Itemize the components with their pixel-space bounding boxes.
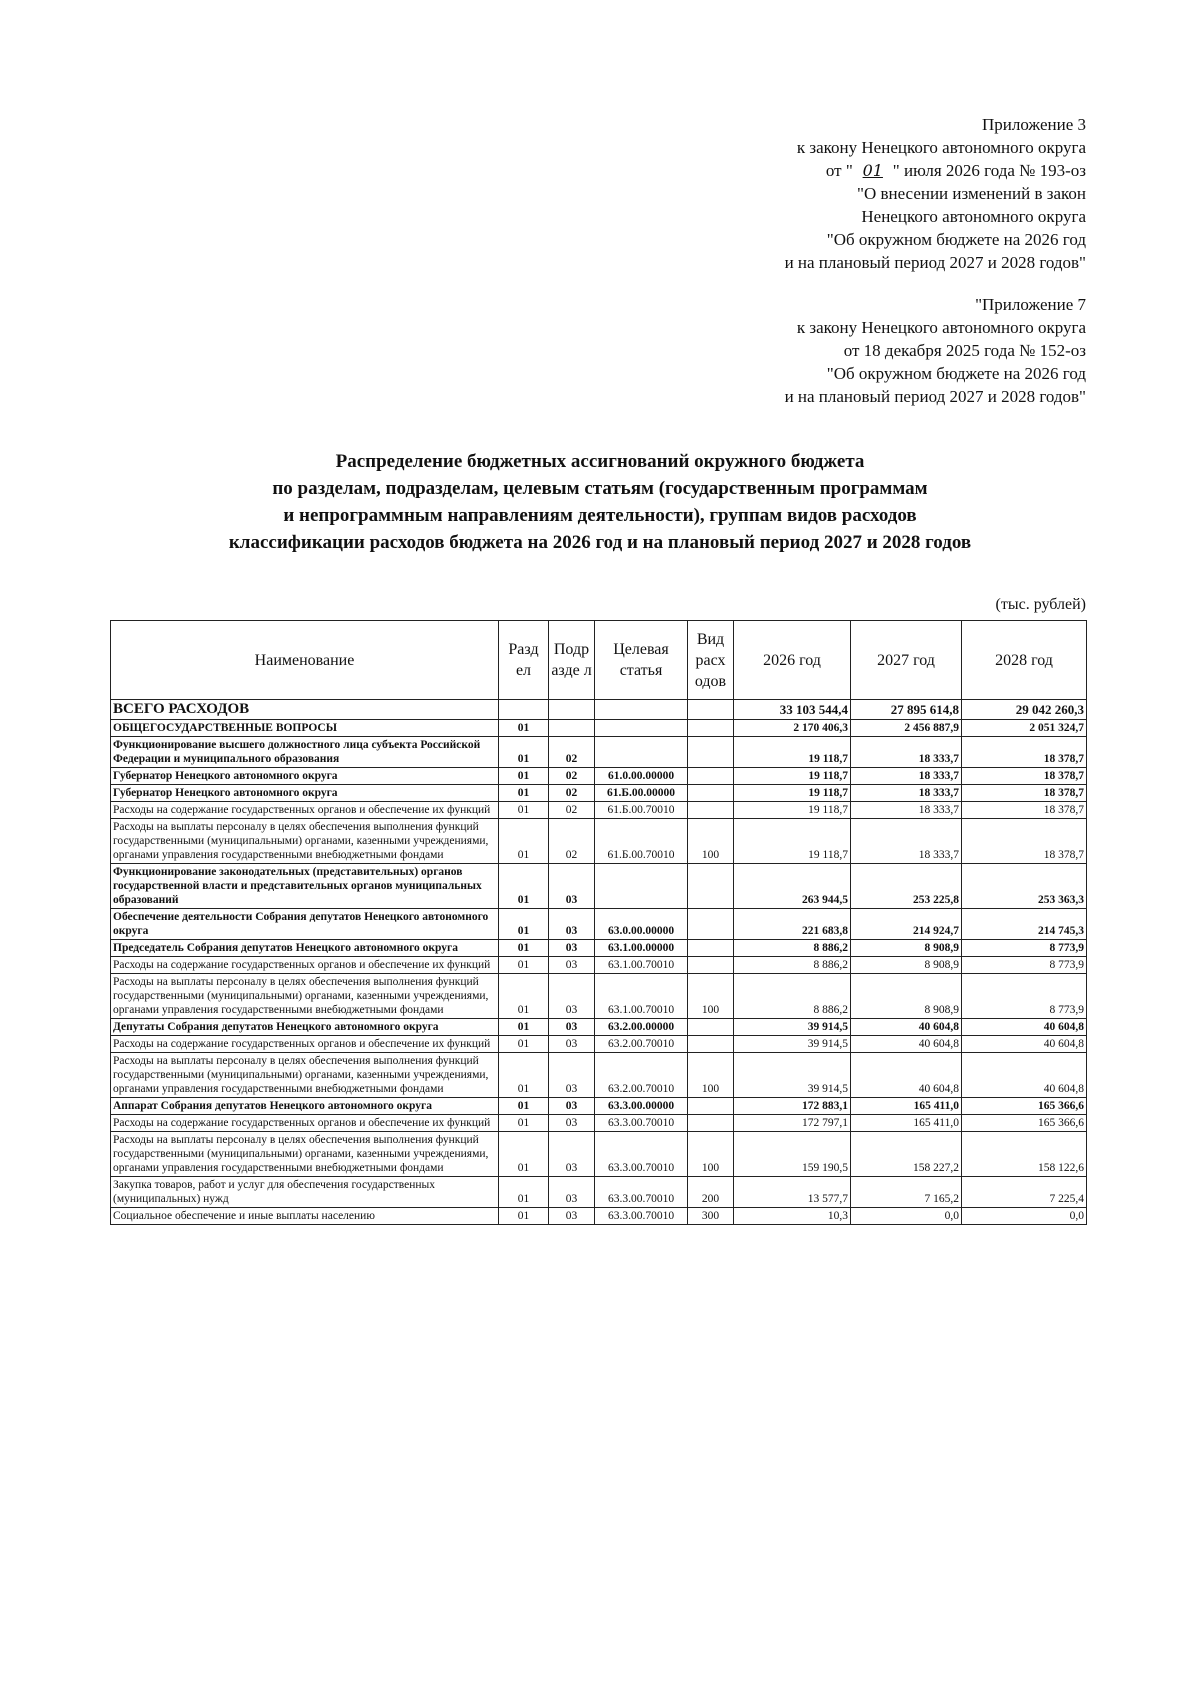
cell-razdel: 01 <box>499 768 549 785</box>
header-2027: 2027 год <box>851 621 962 700</box>
annex-line: "Об окружном бюджете на 2026 год <box>826 364 1086 383</box>
cell-2026: 19 118,7 <box>734 737 851 768</box>
cell-podrazdel: 02 <box>549 768 595 785</box>
header-2028: 2028 год <box>962 621 1087 700</box>
cell-2027: 214 924,7 <box>851 909 962 940</box>
table-row <box>111 1098 1087 1115</box>
table-row <box>111 909 1087 940</box>
cell-expense-type <box>688 737 734 768</box>
cell-name: Расходы на содержание государственных органов и обеспечение их функций <box>111 1036 499 1053</box>
cell-2028: 214 745,3 <box>962 909 1087 940</box>
cell-razdel: 01 <box>499 940 549 957</box>
cell-expense-type <box>688 1019 734 1036</box>
cell-name: Закупка товаров, работ и услуг для обеспечения государственных (муниципальных) нужд <box>111 1177 499 1208</box>
cell-target-article: 63.2.00.70010 <box>595 1053 688 1098</box>
cell-razdel: 01 <box>499 864 549 909</box>
table-row <box>111 768 1087 785</box>
table-row <box>111 1019 1087 1036</box>
cell-name: Функционирование законодательных (представительных) органов государственной власти и представительных органов муниципальных образований <box>111 864 499 909</box>
cell-podrazdel: 03 <box>549 1036 595 1053</box>
cell-razdel: 01 <box>499 1019 549 1036</box>
cell-2027: 2 456 887,9 <box>851 720 962 737</box>
cell-2027: 253 225,8 <box>851 864 962 909</box>
cell-podrazdel: 03 <box>549 1053 595 1098</box>
cell-podrazdel: 03 <box>549 957 595 974</box>
cell-target-article <box>595 720 688 737</box>
table-row <box>111 1177 1087 1208</box>
cell-name: ВСЕГО РАСХОДОВ <box>111 700 499 720</box>
cell-razdel <box>499 700 549 720</box>
handwritten-day: 01 <box>862 161 883 180</box>
cell-2028: 8 773,9 <box>962 974 1087 1019</box>
cell-2026: 159 190,5 <box>734 1132 851 1177</box>
cell-2027: 27 895 614,8 <box>851 700 962 720</box>
cell-expense-type: 100 <box>688 974 734 1019</box>
cell-2027: 7 165,2 <box>851 1177 962 1208</box>
cell-2028: 0,0 <box>962 1208 1087 1225</box>
cell-2027: 40 604,8 <box>851 1053 962 1098</box>
cell-2027: 18 333,7 <box>851 819 962 864</box>
table-row <box>111 864 1087 909</box>
table-row <box>111 1132 1087 1177</box>
table-row <box>111 1115 1087 1132</box>
annex-7-header <box>785 293 1086 408</box>
cell-podrazdel <box>549 720 595 737</box>
cell-target-article: 63.1.00.70010 <box>595 974 688 1019</box>
cell-expense-type <box>688 1036 734 1053</box>
cell-2026: 13 577,7 <box>734 1177 851 1208</box>
cell-podrazdel: 03 <box>549 1177 595 1208</box>
cell-target-article: 61.Б.00.00000 <box>595 785 688 802</box>
cell-podrazdel: 02 <box>549 802 595 819</box>
cell-expense-type: 100 <box>688 1132 734 1177</box>
table-row <box>111 957 1087 974</box>
cell-razdel: 01 <box>499 957 549 974</box>
table-row <box>111 940 1087 957</box>
cell-2027: 165 411,0 <box>851 1115 962 1132</box>
cell-expense-type <box>688 700 734 720</box>
cell-name: Расходы на выплаты персоналу в целях обеспечения выполнения функций государственными (муниципальными) органами, казенными учреждениями, органами управления государственными внебюджетными фондами <box>111 819 499 864</box>
cell-target-article: 63.2.00.00000 <box>595 1019 688 1036</box>
table-row <box>111 1053 1087 1098</box>
cell-podrazdel <box>549 700 595 720</box>
cell-2027: 8 908,9 <box>851 974 962 1019</box>
cell-podrazdel: 03 <box>549 1208 595 1225</box>
cell-expense-type: 300 <box>688 1208 734 1225</box>
table-row <box>111 720 1087 737</box>
cell-podrazdel: 03 <box>549 1132 595 1177</box>
cell-2026: 172 797,1 <box>734 1115 851 1132</box>
cell-name: Депутаты Собрания депутатов Ненецкого автономного округа <box>111 1019 499 1036</box>
cell-podrazdel: 03 <box>549 1098 595 1115</box>
cell-2027: 158 227,2 <box>851 1132 962 1177</box>
table-row <box>111 737 1087 768</box>
cell-2026: 19 118,7 <box>734 819 851 864</box>
cell-expense-type <box>688 768 734 785</box>
cell-2028: 7 225,4 <box>962 1177 1087 1208</box>
cell-target-article <box>595 737 688 768</box>
cell-expense-type <box>688 785 734 802</box>
cell-name: Расходы на содержание государственных органов и обеспечение их функций <box>111 957 499 974</box>
cell-name: Расходы на содержание государственных органов и обеспечение их функций <box>111 802 499 819</box>
title-line: классификации расходов бюджета на 2026 год и на плановый период 2027 и 2028 годов <box>228 532 972 553</box>
title-line: Распределение бюджетных ассигнований окружного бюджета <box>335 451 865 472</box>
cell-2028: 40 604,8 <box>962 1053 1087 1098</box>
cell-2027: 8 908,9 <box>851 957 962 974</box>
cell-name: Расходы на выплаты персоналу в целях обеспечения выполнения функций государственными (муниципальными) органами, казенными учреждениями, органами управления государственными внебюджетными фондами <box>111 1053 499 1098</box>
cell-2028: 165 366,6 <box>962 1098 1087 1115</box>
cell-target-article: 63.2.00.70010 <box>595 1036 688 1053</box>
annex-line: "Приложение 7 <box>975 295 1086 314</box>
cell-razdel: 01 <box>499 974 549 1019</box>
cell-2027: 18 333,7 <box>851 785 962 802</box>
cell-2027: 18 333,7 <box>851 737 962 768</box>
cell-2026: 19 118,7 <box>734 785 851 802</box>
cell-name: Функционирование высшего должностного лица субъекта Российской Федерации и муниципального образования <box>111 737 499 768</box>
header-podrazdel: Подр азде л <box>549 621 595 700</box>
cell-2027: 165 411,0 <box>851 1098 962 1115</box>
cell-target-article: 63.1.00.70010 <box>595 957 688 974</box>
annex-date-line <box>785 159 1086 182</box>
cell-2028: 8 773,9 <box>962 940 1087 957</box>
cell-2026: 221 683,8 <box>734 909 851 940</box>
cell-name: Губернатор Ненецкого автономного округа <box>111 785 499 802</box>
cell-2027: 18 333,7 <box>851 768 962 785</box>
cell-2028: 18 378,7 <box>962 819 1087 864</box>
date-prefix: от " <box>825 161 853 180</box>
cell-target-article: 63.0.00.00000 <box>595 909 688 940</box>
annex-line: от 18 декабря 2025 года № 152-оз <box>843 341 1086 360</box>
cell-razdel: 01 <box>499 737 549 768</box>
cell-target-article: 63.3.00.70010 <box>595 1115 688 1132</box>
cell-2026: 2 170 406,3 <box>734 720 851 737</box>
cell-name: ОБЩЕГОСУДАРСТВЕННЫЕ ВОПРОСЫ <box>111 720 499 737</box>
cell-2028: 18 378,7 <box>962 802 1087 819</box>
header-2026: 2026 год <box>734 621 851 700</box>
cell-2027: 8 908,9 <box>851 940 962 957</box>
cell-podrazdel: 03 <box>549 909 595 940</box>
title-line: и непрограммным направлениям деятельности), группам видов расходов <box>283 505 917 526</box>
cell-razdel: 01 <box>499 1036 549 1053</box>
cell-2026: 39 914,5 <box>734 1053 851 1098</box>
budget-table <box>110 620 1087 1225</box>
annex-line: и на плановый период 2027 и 2028 годов" <box>784 387 1086 406</box>
cell-target-article <box>595 864 688 909</box>
table-body <box>111 700 1087 1225</box>
annex-line: и на плановый период 2027 и 2028 годов" <box>784 253 1086 272</box>
header-target-article: Целевая статья <box>595 621 688 700</box>
cell-expense-type <box>688 940 734 957</box>
cell-target-article: 63.3.00.00000 <box>595 1098 688 1115</box>
cell-expense-type <box>688 802 734 819</box>
cell-razdel: 01 <box>499 1053 549 1098</box>
cell-2027: 18 333,7 <box>851 802 962 819</box>
table-row <box>111 802 1087 819</box>
cell-expense-type <box>688 1115 734 1132</box>
cell-2026: 8 886,2 <box>734 974 851 1019</box>
cell-target-article: 61.Б.00.70010 <box>595 802 688 819</box>
annex-line: Ненецкого автономного округа <box>861 207 1086 226</box>
cell-razdel: 01 <box>499 819 549 864</box>
cell-2028: 158 122,6 <box>962 1132 1087 1177</box>
cell-expense-type <box>688 957 734 974</box>
cell-target-article: 63.1.00.00000 <box>595 940 688 957</box>
cell-expense-type: 100 <box>688 819 734 864</box>
cell-podrazdel: 02 <box>549 737 595 768</box>
cell-podrazdel: 02 <box>549 785 595 802</box>
table-row <box>111 1208 1087 1225</box>
cell-razdel: 01 <box>499 785 549 802</box>
cell-name: Социальное обеспечение и иные выплаты населению <box>111 1208 499 1225</box>
cell-2026: 19 118,7 <box>734 768 851 785</box>
cell-name: Председатель Собрания депутатов Ненецкого автономного округа <box>111 940 499 957</box>
cell-2027: 40 604,8 <box>851 1019 962 1036</box>
cell-expense-type: 200 <box>688 1177 734 1208</box>
cell-target-article <box>595 700 688 720</box>
cell-expense-type <box>688 909 734 940</box>
annex-line: Приложение 3 <box>982 115 1086 134</box>
cell-2028: 253 363,3 <box>962 864 1087 909</box>
cell-2027: 0,0 <box>851 1208 962 1225</box>
units-label: (тыс. рублей) <box>995 596 1086 613</box>
cell-2028: 2 051 324,7 <box>962 720 1087 737</box>
cell-razdel: 01 <box>499 909 549 940</box>
header-name: Наименование <box>111 621 499 700</box>
cell-razdel: 01 <box>499 1115 549 1132</box>
cell-razdel: 01 <box>499 1132 549 1177</box>
annex-line: "О внесении изменений в закон <box>857 184 1086 203</box>
cell-2026: 19 118,7 <box>734 802 851 819</box>
cell-podrazdel: 03 <box>549 940 595 957</box>
cell-name: Расходы на содержание государственных органов и обеспечение их функций <box>111 1115 499 1132</box>
table-header-row <box>111 621 1087 700</box>
cell-name: Обеспечение деятельности Собрания депутатов Ненецкого автономного округа <box>111 909 499 940</box>
cell-target-article: 61.Б.00.70010 <box>595 819 688 864</box>
header-expense-type: Вид расх одов <box>688 621 734 700</box>
cell-2028: 18 378,7 <box>962 737 1087 768</box>
cell-2028: 40 604,8 <box>962 1019 1087 1036</box>
annex-line: к закону Ненецкого автономного округа <box>796 318 1086 337</box>
cell-2026: 172 883,1 <box>734 1098 851 1115</box>
cell-name: Губернатор Ненецкого автономного округа <box>111 768 499 785</box>
cell-razdel: 01 <box>499 802 549 819</box>
document-title <box>100 448 1100 556</box>
cell-expense-type <box>688 1098 734 1115</box>
cell-target-article: 63.3.00.70010 <box>595 1208 688 1225</box>
cell-2026: 263 944,5 <box>734 864 851 909</box>
annex-header <box>785 113 1086 274</box>
cell-2026: 8 886,2 <box>734 957 851 974</box>
cell-2028: 8 773,9 <box>962 957 1087 974</box>
cell-target-article: 61.0.00.00000 <box>595 768 688 785</box>
cell-2027: 40 604,8 <box>851 1036 962 1053</box>
annex-line: к закону Ненецкого автономного округа <box>796 138 1086 157</box>
cell-target-article: 63.3.00.70010 <box>595 1132 688 1177</box>
cell-expense-type: 100 <box>688 1053 734 1098</box>
table-row <box>111 819 1087 864</box>
table-row <box>111 1036 1087 1053</box>
cell-2028: 18 378,7 <box>962 785 1087 802</box>
title-line: по разделам, подразделам, целевым статьям (государственным программам <box>272 478 928 499</box>
cell-2026: 10,3 <box>734 1208 851 1225</box>
cell-podrazdel: 03 <box>549 864 595 909</box>
cell-2028: 40 604,8 <box>962 1036 1087 1053</box>
table-row <box>111 700 1087 720</box>
cell-podrazdel: 03 <box>549 1115 595 1132</box>
cell-expense-type <box>688 864 734 909</box>
table-row <box>111 974 1087 1019</box>
cell-target-article: 63.3.00.70010 <box>595 1177 688 1208</box>
annex-line: "Об окружном бюджете на 2026 год <box>826 230 1086 249</box>
cell-2028: 165 366,6 <box>962 1115 1087 1132</box>
header-razdel: Разд ел <box>499 621 549 700</box>
cell-razdel: 01 <box>499 1098 549 1115</box>
cell-podrazdel: 02 <box>549 819 595 864</box>
cell-2028: 18 378,7 <box>962 768 1087 785</box>
date-suffix: " июля 2026 года № 193-оз <box>892 161 1086 180</box>
table-row <box>111 785 1087 802</box>
cell-2026: 39 914,5 <box>734 1036 851 1053</box>
cell-podrazdel: 03 <box>549 1019 595 1036</box>
cell-2026: 8 886,2 <box>734 940 851 957</box>
cell-razdel: 01 <box>499 1177 549 1208</box>
cell-2026: 33 103 544,4 <box>734 700 851 720</box>
cell-name: Расходы на выплаты персоналу в целях обеспечения выполнения функций государственными (муниципальными) органами, казенными учреждениями, органами управления государственными внебюджетными фондами <box>111 1132 499 1177</box>
cell-podrazdel: 03 <box>549 974 595 1019</box>
cell-expense-type <box>688 720 734 737</box>
cell-name: Расходы на выплаты персоналу в целях обеспечения выполнения функций государственными (муниципальными) органами, казенными учреждениями, органами управления государственными внебюджетными фондами <box>111 974 499 1019</box>
cell-2028: 29 042 260,3 <box>962 700 1087 720</box>
cell-2026: 39 914,5 <box>734 1019 851 1036</box>
cell-name: Аппарат Собрания депутатов Ненецкого автономного округа <box>111 1098 499 1115</box>
cell-razdel: 01 <box>499 720 549 737</box>
cell-razdel: 01 <box>499 1208 549 1225</box>
